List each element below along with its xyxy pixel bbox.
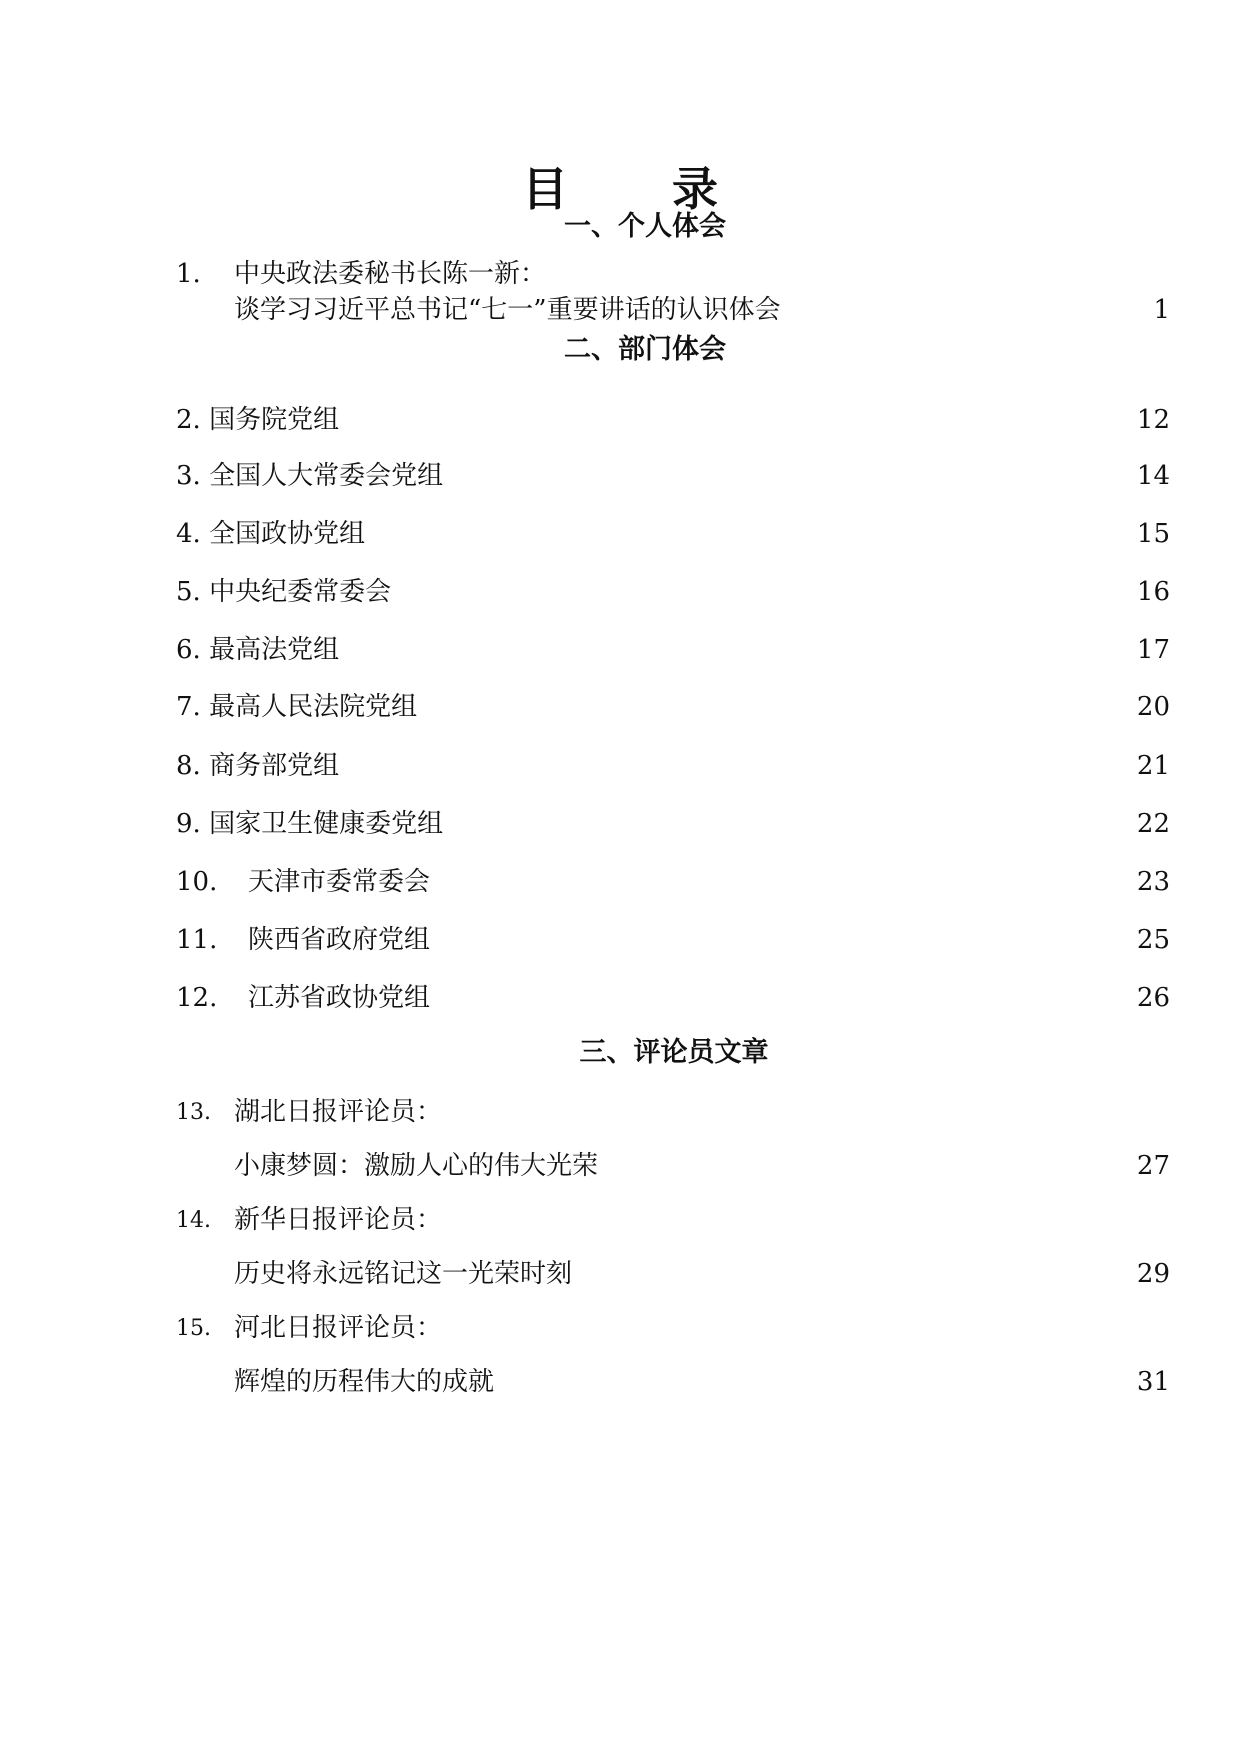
toc-entry-title: 8. 商务部党组	[176, 751, 340, 781]
toc-entry-title: 9. 国家卫生健康委党组	[176, 809, 444, 839]
toc-entry-page: 22	[1136, 809, 1170, 839]
toc-entry-author: 新华日报评论员：	[234, 1205, 443, 1235]
toc-entry-number: 13.	[176, 1100, 211, 1125]
toc-entry-page: 16	[1136, 577, 1170, 607]
toc-entry-title: 江苏省政协党组	[248, 983, 431, 1013]
section-heading-departments: 二、部门体会	[564, 334, 726, 365]
toc-entry-title: 6. 最高法党组	[176, 635, 340, 665]
toc-entry-page: 31	[1136, 1367, 1170, 1397]
toc-entry-page: 25	[1136, 925, 1170, 955]
toc-entry-number: 10.	[176, 867, 218, 897]
toc-entry-page: 23	[1136, 867, 1170, 897]
toc-entry-number: 1.	[176, 259, 201, 289]
toc-entry-title: 5. 中央纪委常委会	[176, 577, 392, 607]
toc-entry-title: 7. 最高人民法院党组	[176, 692, 418, 722]
toc-entry-author: 湖北日报评论员：	[234, 1097, 443, 1127]
page-title: 目 录	[521, 162, 762, 216]
toc-entry-number: 11.	[176, 925, 218, 955]
toc-entry-page: 1	[1153, 295, 1170, 325]
toc-entry-number: 15.	[176, 1316, 211, 1341]
section-heading-personal: 一、个人体会	[564, 211, 726, 242]
section-heading-commentary: 三、评论员文章	[579, 1037, 769, 1068]
toc-entry-page: 15	[1136, 519, 1170, 549]
toc-entry-page: 14	[1136, 461, 1170, 491]
toc-entry-title: 4. 全国政协党组	[176, 519, 366, 549]
toc-entry-title: 辉煌的历程伟大的成就	[234, 1367, 495, 1397]
toc-entry-title: 谈学习习近平总书记“七一”重要讲话的认识体会	[234, 295, 781, 325]
toc-entry-page: 27	[1136, 1151, 1170, 1181]
toc-entry-title: 2. 国务院党组	[176, 405, 340, 435]
toc-entry-number: 14.	[176, 1208, 211, 1233]
toc-entry-title: 小康梦圆：激励人心的伟大光荣	[234, 1151, 599, 1181]
toc-entry-page: 12	[1136, 405, 1170, 435]
toc-entry-page: 17	[1136, 635, 1170, 665]
toc-entry-page: 26	[1136, 983, 1170, 1013]
toc-entry-page: 20	[1136, 692, 1170, 722]
toc-entry-title: 3. 全国人大常委会党组	[176, 461, 444, 491]
toc-entry-title: 陕西省政府党组	[248, 925, 431, 955]
toc-entry-number: 12.	[176, 983, 218, 1013]
toc-entry-title: 天津市委常委会	[248, 867, 431, 897]
toc-entry-author: 中央政法委秘书长陈一新：	[234, 259, 547, 289]
toc-entry-title: 历史将永远铭记这一光荣时刻	[234, 1259, 573, 1289]
toc-entry-author: 河北日报评论员：	[234, 1313, 443, 1343]
toc-entry-page: 21	[1136, 751, 1170, 781]
toc-entry-page: 29	[1136, 1259, 1170, 1289]
